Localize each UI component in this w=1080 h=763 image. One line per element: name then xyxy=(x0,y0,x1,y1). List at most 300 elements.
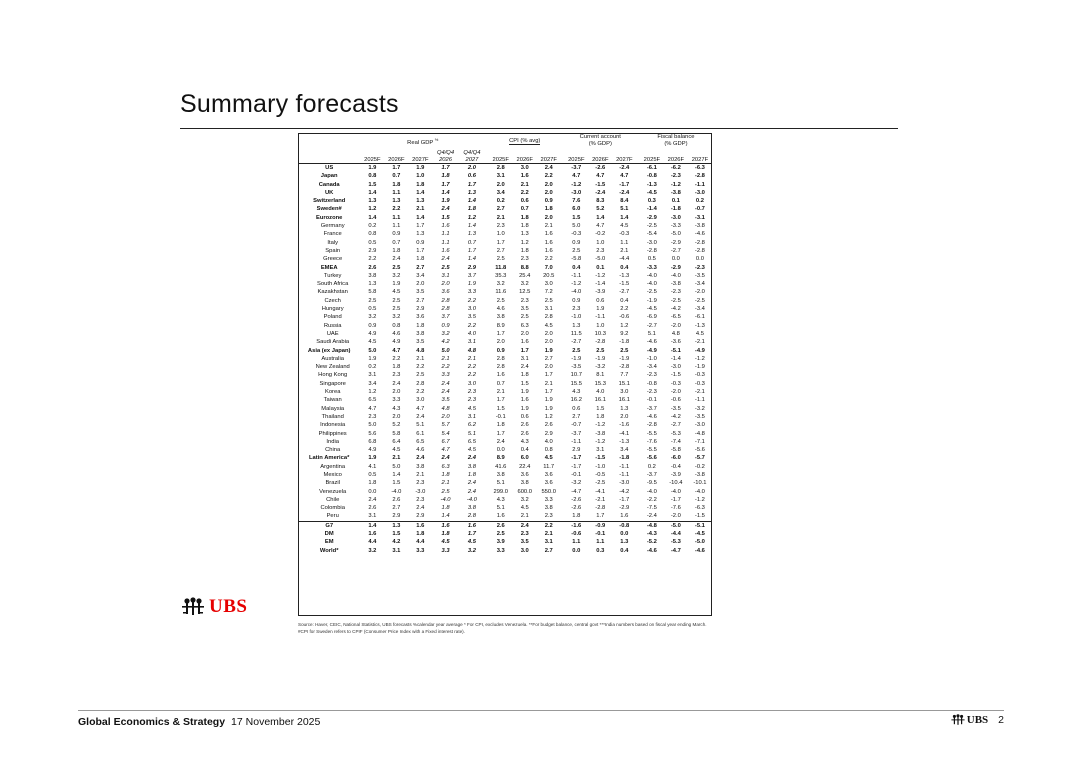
value-cell: 1.3 xyxy=(620,405,629,412)
table-row xyxy=(298,547,712,555)
value-cell: 0.1 xyxy=(671,198,680,205)
value-cell: -1.1 xyxy=(619,463,630,470)
value-cell: 3.8 xyxy=(496,471,505,478)
value-cell: 3.8 xyxy=(416,463,425,470)
value-cell: 2.9 xyxy=(467,264,476,271)
value-cell: 2.1 xyxy=(441,480,450,487)
value-cell: 1.1 xyxy=(392,223,401,230)
value-cell: 3.0 xyxy=(513,164,537,173)
value-cell: -2.3 xyxy=(670,289,681,296)
value-cell: 3.3 xyxy=(416,547,425,554)
value-cell: -1.3 xyxy=(619,438,630,445)
value-cell: 7.0 xyxy=(544,264,553,271)
value-cell: 1.8 xyxy=(520,223,529,230)
value-cell: 3.8 xyxy=(467,463,476,470)
value-cell: -1.2 xyxy=(595,438,606,445)
value-cell: 0.6 xyxy=(520,198,529,205)
value-cell: -3.0 xyxy=(619,480,630,487)
value-cell: 0.7 xyxy=(467,239,476,246)
value-cell: 2.6 xyxy=(392,496,401,503)
table-row xyxy=(298,272,712,280)
value-cell: -3.0 xyxy=(571,189,582,196)
value-cell: -1.5 xyxy=(595,181,606,188)
table-row xyxy=(298,355,712,363)
value-cell: 5.0 xyxy=(368,422,377,429)
value-cell: 3.3 xyxy=(441,372,450,379)
value-cell: -0.7 xyxy=(571,422,582,429)
value-cell: 2.0 xyxy=(544,181,553,188)
table-row xyxy=(298,264,712,272)
value-cell: 3.8 xyxy=(368,272,377,279)
value-cell: 2.9 xyxy=(544,430,553,437)
value-cell: 2.4 xyxy=(467,480,476,487)
value-cell: 1.8 xyxy=(392,247,401,254)
value-cell: 0.6 xyxy=(596,297,605,304)
country-cell: Germany xyxy=(320,223,345,230)
value-cell: 1.4 xyxy=(368,189,377,196)
value-cell: 3.4 xyxy=(368,380,377,387)
value-cell: 0.2 xyxy=(647,463,656,470)
value-cell: 2.2 xyxy=(520,189,529,196)
value-cell: 2.2 xyxy=(392,355,401,362)
value-cell: 5.2 xyxy=(392,422,401,429)
value-cell: 1.6 xyxy=(496,513,505,520)
value-cell: 5.0 xyxy=(392,463,401,470)
value-cell: 3.5 xyxy=(416,289,425,296)
value-cell: -3.5 xyxy=(571,364,582,371)
value-cell: 16.1 xyxy=(594,397,606,404)
value-cell: -1.9 xyxy=(619,355,630,362)
value-cell: 1.7 xyxy=(416,223,425,230)
value-cell: 0.5 xyxy=(368,471,377,478)
value-cell: 1.7 xyxy=(432,164,458,173)
value-cell: -4.6 xyxy=(646,339,657,346)
value-cell: -4.0 xyxy=(694,488,705,495)
value-cell: 0.6 xyxy=(572,405,581,412)
value-cell: 2.3 xyxy=(467,389,476,396)
footer-brand: UBS xyxy=(966,714,989,726)
value-cell: 2.2 xyxy=(441,364,450,371)
table-row xyxy=(298,438,712,446)
value-cell: 1.7 xyxy=(416,247,425,254)
value-cell: 0.9 xyxy=(392,231,401,238)
value-cell: 3.6 xyxy=(544,471,553,478)
value-cell: -7.6 xyxy=(670,505,681,512)
value-cell: 550.0 xyxy=(541,488,556,495)
value-cell: -1.2 xyxy=(670,181,681,188)
table-row xyxy=(298,504,712,512)
table-row xyxy=(298,322,712,330)
table-row xyxy=(298,454,712,462)
value-cell: 2.5 xyxy=(496,297,505,304)
value-cell: 1.5 xyxy=(368,181,377,188)
value-cell: 20.5 xyxy=(543,272,555,279)
value-cell: -1.3 xyxy=(646,181,657,188)
value-cell: 2.5 xyxy=(368,297,377,304)
value-cell: 1.5 xyxy=(596,405,605,412)
value-cell: -0.4 xyxy=(670,463,681,470)
current-account-header: Current account (% GDP) xyxy=(579,134,621,147)
value-cell: 1.8 xyxy=(441,505,450,512)
value-cell: -2.1 xyxy=(694,339,705,346)
value-cell: -2.9 xyxy=(619,505,630,512)
value-cell: 1.1 xyxy=(392,189,401,196)
value-cell: 3.6 xyxy=(520,471,529,478)
value-cell: 4.5 xyxy=(467,447,476,454)
value-cell: -4.0 xyxy=(391,488,402,495)
value-cell: 2.3 xyxy=(520,297,529,304)
value-cell: 1.3 xyxy=(392,198,401,205)
country-cell: Switzerland xyxy=(313,198,346,205)
value-cell: 7.7 xyxy=(620,372,629,379)
value-cell: 0.4 xyxy=(520,447,529,454)
real-gdp-header: Real GDP % xyxy=(407,136,439,146)
value-cell: 1.1 xyxy=(620,239,629,246)
value-cell: 1.5 xyxy=(572,214,581,221)
value-cell: -2.5 xyxy=(646,223,657,230)
table-row xyxy=(298,305,712,313)
value-cell: 4.2 xyxy=(392,539,401,546)
value-cell: 2.2 xyxy=(467,364,476,371)
value-cell: 2.4 xyxy=(520,364,529,371)
country-cell: Czech xyxy=(324,297,341,304)
value-cell: -1.5 xyxy=(595,455,606,462)
value-cell: -4.1 xyxy=(595,488,606,495)
value-cell: 4.7 xyxy=(620,173,629,180)
value-cell: -1.1 xyxy=(694,181,705,188)
value-cell: -3.8 xyxy=(670,281,681,288)
value-cell: 3.9 xyxy=(496,539,505,546)
value-cell: -1.4 xyxy=(646,206,657,213)
value-cell: 3.1 xyxy=(368,372,377,379)
value-cell: 0.3 xyxy=(596,547,605,554)
value-cell: 2.4 xyxy=(416,413,425,420)
value-cell: -3.8 xyxy=(595,430,606,437)
value-cell: 2.3 xyxy=(392,372,401,379)
value-cell: 0.6 xyxy=(520,413,529,420)
value-cell: 2.8 xyxy=(496,355,505,362)
country-cell: Hungary xyxy=(321,306,344,313)
value-cell: 1.6 xyxy=(441,247,450,254)
value-cell: 0.2 xyxy=(368,364,377,371)
value-cell: 3.3 xyxy=(441,547,450,554)
country-cell: UK xyxy=(325,189,334,196)
value-cell: 1.6 xyxy=(520,173,529,180)
value-cell: 2.3 xyxy=(572,306,581,313)
value-cell: -3.7 xyxy=(646,471,657,478)
table-row xyxy=(298,181,712,189)
value-cell: 11.7 xyxy=(543,463,555,470)
value-cell: 3.8 xyxy=(520,480,529,487)
value-cell: 0.9 xyxy=(416,239,425,246)
value-cell: 6.8 xyxy=(368,438,377,445)
value-cell: 0.9 xyxy=(441,322,450,329)
value-cell: -2.5 xyxy=(670,297,681,304)
value-cell: -2.8 xyxy=(646,422,657,429)
value-cell: -4.6 xyxy=(694,547,705,554)
value-cell: 1.8 xyxy=(520,372,529,379)
table-row xyxy=(298,530,712,538)
country-cell: Singapore xyxy=(319,380,346,387)
country-cell: France xyxy=(323,231,342,238)
value-cell: 1.7 xyxy=(467,531,476,538)
value-cell: 2.1 xyxy=(544,223,553,230)
value-cell: -2.3 xyxy=(694,264,705,271)
value-cell: 1.7 xyxy=(496,397,505,404)
table-row xyxy=(298,430,712,438)
value-cell: -5.6 xyxy=(694,447,705,454)
value-cell: 2.7 xyxy=(416,264,425,271)
value-cell: 4.8 xyxy=(467,347,476,354)
value-cell: -6.3 xyxy=(688,164,712,173)
value-cell: -4.1 xyxy=(619,430,630,437)
value-cell: 0.7 xyxy=(496,380,505,387)
value-cell: 4.3 xyxy=(520,438,529,445)
value-cell: -2.6 xyxy=(588,164,612,173)
value-cell: 2.5 xyxy=(441,488,450,495)
value-cell: 5.6 xyxy=(368,430,377,437)
page-number: 2 xyxy=(998,714,1004,726)
value-cell: 2.6 xyxy=(489,521,513,530)
value-cell: 2.7 xyxy=(416,297,425,304)
value-cell: -2.0 xyxy=(670,389,681,396)
col-header: 2027F xyxy=(688,149,712,164)
value-cell: 2.1 xyxy=(467,355,476,362)
value-cell: -1.3 xyxy=(694,322,705,329)
value-cell: 16.2 xyxy=(570,397,582,404)
value-cell: 4.8 xyxy=(416,347,425,354)
value-cell: 3.0 xyxy=(467,306,476,313)
page-title: Summary forecasts xyxy=(180,90,399,118)
value-cell: 2.2 xyxy=(537,521,561,530)
col-header: 2025F xyxy=(564,149,588,164)
value-cell: -1.0 xyxy=(646,355,657,362)
value-cell: 1.8 xyxy=(368,480,377,487)
country-cell: Saudi Arabia xyxy=(316,339,350,346)
value-cell: -1.8 xyxy=(670,206,681,213)
value-cell: 1.9 xyxy=(596,306,605,313)
value-cell: -1.1 xyxy=(619,471,630,478)
fiscal-balance-header: Fiscal balance (% GDP) xyxy=(657,134,695,147)
value-cell: 2.4 xyxy=(441,380,450,387)
value-cell: -1.9 xyxy=(694,364,705,371)
value-cell: 2.4 xyxy=(537,164,561,173)
value-cell: 4.3 xyxy=(392,405,401,412)
value-cell: 1.8 xyxy=(392,181,401,188)
value-cell: 0.2 xyxy=(695,198,704,205)
value-cell: 1.4 xyxy=(620,214,629,221)
value-cell: -10.1 xyxy=(693,480,707,487)
country-cell: Asia (ex Japan) xyxy=(307,347,351,354)
table-row xyxy=(298,413,712,421)
value-cell: 2.9 xyxy=(368,247,377,254)
value-cell: 10.3 xyxy=(594,330,606,337)
value-cell: 1.8 xyxy=(392,364,401,371)
value-cell: -4.5 xyxy=(694,531,705,538)
value-cell: 3.5 xyxy=(441,397,450,404)
value-cell: -3.5 xyxy=(694,413,705,420)
value-cell: -1.7 xyxy=(571,463,582,470)
value-cell: 0.0 xyxy=(496,447,505,454)
value-cell: 4.9 xyxy=(392,339,401,346)
value-cell: -5.0 xyxy=(664,521,688,530)
value-cell: 6.5 xyxy=(368,397,377,404)
value-cell: -5.0 xyxy=(670,231,681,238)
cpi-header: CPI (% avg) xyxy=(509,137,541,144)
value-cell: 1.7 xyxy=(496,330,505,337)
value-cell: -3.2 xyxy=(595,364,606,371)
value-cell: -2.9 xyxy=(670,239,681,246)
value-cell: 2.3 xyxy=(416,496,425,503)
country-cell: UAE xyxy=(326,330,339,337)
value-cell: 7.2 xyxy=(544,289,553,296)
value-cell: 4.5 xyxy=(467,539,476,546)
value-cell: -3.9 xyxy=(595,289,606,296)
value-cell: 2.2 xyxy=(467,372,476,379)
value-cell: 4.0 xyxy=(544,438,553,445)
value-cell: 8.9 xyxy=(496,455,505,462)
value-cell: 3.1 xyxy=(544,539,553,546)
value-cell: -0.8 xyxy=(646,380,657,387)
value-cell: -6.2 xyxy=(664,164,688,173)
country-cell: US xyxy=(298,164,360,173)
value-cell: 3.5 xyxy=(416,339,425,346)
value-cell: 2.4 xyxy=(368,496,377,503)
country-cell: Turkey xyxy=(323,272,342,279)
value-cell: 2.4 xyxy=(496,438,505,445)
value-cell: 1.6 xyxy=(459,521,485,530)
value-cell: -3.5 xyxy=(694,272,705,279)
value-cell: -4.8 xyxy=(694,430,705,437)
value-cell: 12.5 xyxy=(519,289,531,296)
value-cell: -4.6 xyxy=(694,231,705,238)
col-header: 2025F xyxy=(489,149,513,164)
value-cell: -4.4 xyxy=(670,531,681,538)
value-cell: 1.7 xyxy=(496,239,505,246)
ubs-logo xyxy=(180,596,247,618)
value-cell: -2.8 xyxy=(694,173,705,180)
value-cell: -1.6 xyxy=(564,521,588,530)
value-cell: -4.2 xyxy=(619,488,630,495)
value-cell: 1.8 xyxy=(416,181,425,188)
value-cell: 2.0 xyxy=(544,330,553,337)
value-cell: 7.6 xyxy=(572,198,581,205)
value-cell: 1.8 xyxy=(520,247,529,254)
value-cell: 1.8 xyxy=(520,214,529,221)
value-cell: 0.8 xyxy=(368,231,377,238)
value-cell: 1.8 xyxy=(416,256,425,263)
value-cell: 6.7 xyxy=(441,438,450,445)
value-cell: -2.8 xyxy=(646,247,657,254)
value-cell: -3.2 xyxy=(694,405,705,412)
value-cell: 0.7 xyxy=(520,206,529,213)
value-cell: -2.7 xyxy=(670,247,681,254)
value-cell: 2.9 xyxy=(416,306,425,313)
value-cell: 1.6 xyxy=(520,397,529,404)
value-cell: -0.3 xyxy=(694,380,705,387)
value-cell: 600.0 xyxy=(517,488,532,495)
value-cell: 3.6 xyxy=(441,289,450,296)
value-cell: 0.9 xyxy=(572,239,581,246)
value-cell: 0.4 xyxy=(620,264,629,271)
value-cell: 1.0 xyxy=(496,231,505,238)
value-cell: 3.0 xyxy=(544,281,553,288)
value-cell: 1.3 xyxy=(384,521,408,530)
value-cell: 4.0 xyxy=(596,389,605,396)
title-divider xyxy=(180,128,898,129)
value-cell: -4.6 xyxy=(646,413,657,420)
country-cell: Hong Kong xyxy=(318,372,348,379)
value-cell: 3.1 xyxy=(467,413,476,420)
value-cell: 2.4 xyxy=(513,521,537,530)
value-cell: -0.6 xyxy=(571,531,582,538)
value-cell: 0.5 xyxy=(368,239,377,246)
value-cell: 1.0 xyxy=(596,322,605,329)
table-row xyxy=(298,172,712,180)
value-cell: -7.6 xyxy=(646,438,657,445)
value-cell: 3.7 xyxy=(467,272,476,279)
value-cell: 4.4 xyxy=(416,539,425,546)
value-cell: 22.4 xyxy=(519,463,531,470)
value-cell: 11.6 xyxy=(495,289,507,296)
value-cell: 4.9 xyxy=(368,447,377,454)
value-cell: -1.1 xyxy=(571,438,582,445)
value-cell: -0.6 xyxy=(670,397,681,404)
country-cell: Taiwan xyxy=(323,397,342,404)
value-cell: 2.6 xyxy=(368,505,377,512)
value-cell: -2.1 xyxy=(694,389,705,396)
value-cell: 3.6 xyxy=(544,480,553,487)
value-cell: 1.4 xyxy=(416,189,425,196)
value-cell: -3.0 xyxy=(694,189,705,196)
value-cell: -2.8 xyxy=(619,364,630,371)
value-cell: 5.1 xyxy=(496,480,505,487)
value-cell: 2.5 xyxy=(520,314,529,321)
value-cell: 2.2 xyxy=(544,173,553,180)
value-cell: 3.1 xyxy=(496,173,505,180)
value-cell: -4.2 xyxy=(670,413,681,420)
value-cell: 3.1 xyxy=(467,339,476,346)
value-cell: -0.8 xyxy=(646,173,657,180)
value-cell: 2.5 xyxy=(441,264,450,271)
value-cell: -1.8 xyxy=(619,339,630,346)
value-cell: 1.6 xyxy=(368,531,377,538)
value-cell: 2.1 xyxy=(520,513,529,520)
table-row xyxy=(298,405,712,413)
value-cell: 2.5 xyxy=(392,297,401,304)
value-cell: -2.4 xyxy=(619,189,630,196)
country-cell: Thailand xyxy=(321,413,344,420)
value-cell: -1.2 xyxy=(571,181,582,188)
country-cell: Malaysia xyxy=(321,405,345,412)
country-cell: Korea xyxy=(324,389,341,396)
value-cell: -0.5 xyxy=(595,471,606,478)
value-cell: 4.9 xyxy=(368,330,377,337)
value-cell: 4.5 xyxy=(392,447,401,454)
value-cell: 1.8 xyxy=(441,471,450,478)
value-cell: -0.3 xyxy=(571,231,582,238)
value-cell: 1.9 xyxy=(360,164,384,173)
value-cell: 2.0 xyxy=(544,364,553,371)
country-cell: Argentina xyxy=(320,463,346,470)
value-cell: 1.4 xyxy=(467,256,476,263)
value-cell: 1.8 xyxy=(467,471,476,478)
value-cell: 35.3 xyxy=(495,272,507,279)
value-cell: 3.1 xyxy=(544,306,553,313)
value-cell: -4.0 xyxy=(646,272,657,279)
value-cell: 6.3 xyxy=(520,322,529,329)
value-cell: 1.9 xyxy=(467,281,476,288)
